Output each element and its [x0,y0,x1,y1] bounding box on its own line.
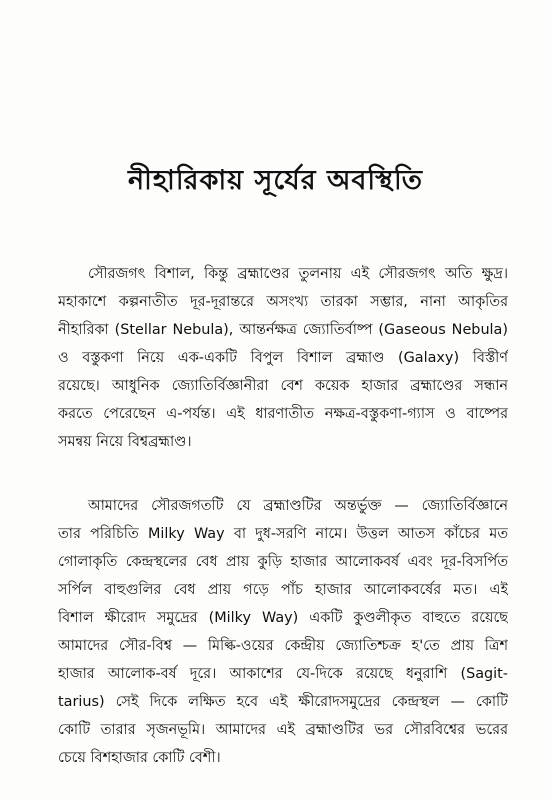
paragraph-line: হাজার আলোক-বর্ষ দূরে। আকাশের যে-দিকে রয়েছে ধনুরাশি (Sagit- [58,666,508,682]
paragraph-line: করতে পেরেছেন এ-পর্যন্ত। এই ধারণাতীত নক্ষত্র-বস্তুকণা-গ্যাস ও বাষ্পের [58,406,508,422]
paragraph-line: বিশাল ক্ষীরোদ সমুদ্রের (Milky Way) একটি কুণ্ডলীকৃত বাহুতে রয়েছে [58,610,508,626]
paragraph-line: ও বস্তুকণা নিয়ে এক-একটি বিপুল বিশাল ব্রহ্মাণ্ড (Galaxy) বিস্তীর্ণ [58,350,508,366]
paragraph-line: আমাদের সৌরজগতটি যে ব্রহ্মাণ্ডটির অন্তর্ভুক্ত — জ্যোতির্বিজ্ঞানে [88,498,508,514]
paragraph-line: চেয়ে বিশহাজার কোটি বেশী। [58,750,221,766]
paragraph-1 [58,260,508,456]
paragraph-2 [58,492,508,772]
paragraph-line: সর্পিল বাহুগুলির বেধ প্রায় গড়ে পাঁচ হাজার আলোকবর্ষের মত। এই [58,582,508,598]
paragraph-line: কোটি তারার সৃজনভূমি। আমাদের এই ব্রহ্মাণ্ডটির ভর সৌরবিশ্বের ভরের [58,722,508,738]
paragraph-line: মহাকাশে কল্পনাতীত দূর-দূরান্তরে অসংখ্য তারকা সম্ভার, নানা আকৃতির [58,294,508,310]
paragraph-line: রয়েছে। আধুনিক জ্যোতির্বিজ্ঞানীরা বেশ কয়েক হাজার ব্রহ্মাণ্ডের সন্ধান [58,378,508,394]
paragraph-line: সৌরজগৎ বিশাল, কিন্তু ব্রহ্মাণ্ডের তুলনায় এই সৌরজগৎ অতি ক্ষুদ্র। [88,266,508,282]
paragraph-line: tarius) সেই দিকে লক্ষিত হবে এই ক্ষীরোদসমুদ্রের কেন্দ্রস্থল — কোটি [58,694,508,710]
chapter-title: নীহারিকায় সূর্যের অবস্থিতি [128,165,423,196]
paragraph-line: গোলাকৃতি কেন্দ্রস্থলের বেধ প্রায় কুড়ি হাজার আলোকবর্ষ এবং দূর-বিসর্পিত [58,554,508,570]
paragraph-line: নীহারিকা (Stellar Nebula), আন্তর্নক্ষত্র জ্যোতির্বাষ্প (Gaseous Nebula) [58,322,508,338]
paragraph-line: সমন্বয় নিয়ে বিশ্বব্রহ্মাণ্ড। [58,434,192,450]
paragraph-line: আমাদের সৌর-বিশ্ব — মিল্কি-ওয়ের কেন্দ্রীয় জ্যোতিশ্চক্র হ'তে প্রায় ত্রিশ [58,638,508,654]
paragraph-line: তার পরিচিতি Milky Way বা দুধ-সরণি নামে। উত্তল আতস কাঁচের মত [58,526,508,542]
